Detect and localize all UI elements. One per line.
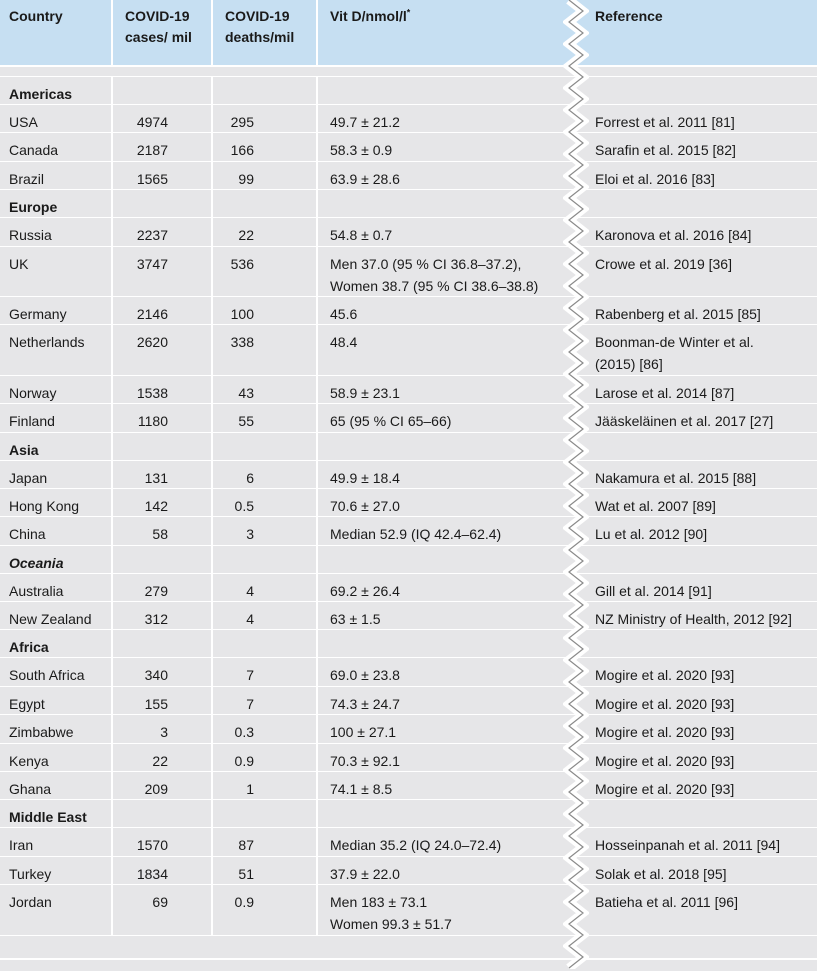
deaths-cell: 295: [213, 105, 318, 132]
cases-cell: 279: [113, 574, 213, 601]
deaths-cell: 0.9: [213, 744, 318, 771]
table-row: [0, 602, 817, 630]
group-row: [0, 630, 817, 658]
group-row: [0, 77, 817, 105]
column-break-zigzag: [563, 0, 589, 969]
header-deaths: COVID-19 deaths/mil: [213, 0, 318, 65]
deaths-cell: 536: [213, 247, 318, 296]
group-row: [0, 433, 817, 461]
country-cell: South Africa: [0, 658, 113, 685]
cases-cell: 2146: [113, 297, 213, 324]
vitd-line: 69.0 ± 23.8: [330, 667, 400, 684]
country-cell: USA: [0, 105, 113, 132]
country-cell: Canada: [0, 133, 113, 160]
cases-cell: 2187: [113, 133, 213, 160]
vitd-line: 100 ± 27.1: [330, 724, 397, 741]
table-row: [0, 297, 817, 325]
header-country: Country: [0, 0, 113, 65]
vitd-cell: [318, 218, 570, 245]
table-row: [0, 687, 817, 715]
empty-cell: [318, 546, 570, 573]
vitd-cell: [318, 772, 570, 799]
deaths-cell: 51: [213, 857, 318, 884]
reference-line: Gill et al. 2014 [91]: [595, 582, 712, 599]
header-vitd: Vit D/nmol/l*: [330, 7, 411, 24]
cases-cell: 312: [113, 602, 213, 629]
reference-line: Forrest et al. 2011 [81]: [595, 114, 735, 130]
country-cell: Finland: [0, 404, 113, 431]
table-row: [0, 105, 817, 133]
vitd-cell: [318, 574, 570, 601]
group-row: [0, 190, 817, 218]
deaths-cell: 7: [213, 658, 318, 685]
table-body: [0, 77, 817, 936]
cases-cell: 1180: [113, 404, 213, 431]
table-row: [0, 828, 817, 856]
empty-cell: [113, 433, 213, 460]
vitd-line: Men 183 ± 73.1: [330, 894, 428, 911]
vitd-cell: [318, 162, 570, 189]
cases-cell: 131: [113, 461, 213, 488]
deaths-cell: 166: [213, 133, 318, 160]
vitd-line: 49.9 ± 18.4: [330, 469, 400, 486]
deaths-cell: 22: [213, 218, 318, 245]
table-row: [0, 772, 817, 800]
deaths-cell: 338: [213, 325, 318, 374]
reference-cell: [584, 461, 817, 488]
region-label: Europe: [0, 190, 113, 217]
reference-cell: [584, 133, 817, 160]
vitd-line: Median 35.2 (IQ 24.0–72.4): [330, 837, 502, 854]
reference-line: Sarafin et al. 2015 [82]: [595, 142, 736, 159]
country-cell: Brazil: [0, 162, 113, 189]
country-cell: Australia: [0, 574, 113, 601]
reference-cell: [584, 297, 817, 324]
reference-line: Crowe et al. 2019 [36]: [595, 255, 732, 272]
cases-cell: 340: [113, 658, 213, 685]
vitd-line: 63 ± 1.5: [330, 611, 381, 628]
table-row: [0, 574, 817, 602]
country-cell: New Zealand: [0, 602, 113, 629]
table-row: [0, 218, 817, 246]
country-cell: Russia: [0, 218, 113, 245]
deaths-cell: 4: [213, 602, 318, 629]
deaths-cell: 0.9: [213, 885, 318, 934]
vitd-cell: [318, 744, 570, 771]
vitd-cell: [318, 857, 570, 884]
empty-cell: [318, 190, 570, 217]
reference-cell: [584, 744, 817, 771]
vitd-cell: [318, 828, 570, 855]
cases-cell: 1570: [113, 828, 213, 855]
country-cell: Iran: [0, 828, 113, 855]
vitd-line: 45.6: [330, 305, 358, 322]
vitd-cell: [318, 133, 570, 160]
reference-cell: [584, 602, 817, 629]
reference-cell: [584, 687, 817, 714]
cases-cell: 142: [113, 489, 213, 516]
vitd-cell: [318, 602, 570, 629]
vitd-line: 48.4: [330, 334, 358, 351]
vitd-line: 70.3 ± 92.1: [330, 752, 400, 769]
header-cases: COVID-19 cases/ mil: [113, 0, 213, 65]
vitd-line: 74.1 ± 8.5: [330, 781, 393, 798]
country-cell: Egypt: [0, 687, 113, 714]
reference-cell: [584, 772, 817, 799]
deaths-cell: 100: [213, 297, 318, 324]
reference-line: Larose et al. 2014 [87]: [595, 384, 735, 401]
deaths-cell: 3: [213, 517, 318, 544]
table-row: [0, 247, 817, 297]
reference-line: Hosseinpanah et al. 2011 [94]: [595, 837, 780, 854]
deaths-cell: 1: [213, 772, 318, 799]
reference-line: Mogire et al. 2020 [93]: [595, 695, 735, 712]
reference-line: Rabenberg et al. 2015 [85]: [595, 305, 761, 322]
country-cell: Hong Kong: [0, 489, 113, 516]
empty-cell: [584, 546, 817, 573]
vitd-cell: [318, 687, 570, 714]
empty-cell: [584, 800, 817, 827]
reference-cell: [584, 376, 817, 403]
reference-cell: [584, 105, 817, 132]
reference-line: Karonova et al. 2016 [84]: [595, 227, 752, 244]
header-spacer: [0, 67, 817, 77]
vitd-cell: [318, 376, 570, 403]
country-cell: UK: [0, 247, 113, 296]
reference-cell: [584, 489, 817, 516]
cases-cell: 2237: [113, 218, 213, 245]
vitd-cell: [318, 658, 570, 685]
cases-cell: 1834: [113, 857, 213, 884]
vitd-cell: [318, 247, 570, 296]
country-cell: Ghana: [0, 772, 113, 799]
deaths-cell: 6: [213, 461, 318, 488]
cases-cell: 3747: [113, 247, 213, 296]
vitd-line: 65 (95 % CI 65–66): [330, 413, 452, 430]
empty-cell: [213, 190, 318, 217]
region-label: Americas: [0, 77, 113, 104]
cases-cell: 4974: [113, 105, 213, 132]
table-row: [0, 489, 817, 517]
reference-line: Mogire et al. 2020 [93]: [595, 752, 735, 769]
table-row: [0, 404, 817, 432]
cases-cell: 209: [113, 772, 213, 799]
reference-line: (2015) [86]: [595, 356, 663, 373]
vitd-cell: [318, 517, 570, 544]
reference-line: Jääskeläinen et al. 2017 [27]: [595, 413, 774, 430]
footnote-marker: *: [406, 7, 411, 18]
country-cell: Turkey: [0, 857, 113, 884]
empty-cell: [318, 433, 570, 460]
header-reference: Reference: [595, 8, 663, 24]
table-row: [0, 133, 817, 161]
vitd-cell: [318, 885, 570, 934]
reference-cell: [584, 404, 817, 431]
empty-cell: [113, 546, 213, 573]
vitd-cell: [318, 325, 570, 374]
table-row: [0, 325, 817, 375]
table-row: [0, 376, 817, 404]
table-bottom-edge: [0, 958, 817, 971]
reference-line: Mogire et al. 2020 [93]: [595, 667, 735, 684]
reference-cell: [584, 517, 817, 544]
vitd-line: 49.7 ± 21.2: [330, 114, 400, 130]
deaths-cell: 7: [213, 687, 318, 714]
empty-cell: [213, 433, 318, 460]
country-cell: China: [0, 517, 113, 544]
reference-line: Batieha et al. 2011 [96]: [595, 894, 738, 911]
reference-cell: [584, 857, 817, 884]
cases-cell: 1565: [113, 162, 213, 189]
table-row: [0, 744, 817, 772]
empty-cell: [113, 800, 213, 827]
vitd-line: 37.9 ± 22.0: [330, 865, 400, 882]
country-cell: Norway: [0, 376, 113, 403]
cases-cell: 3: [113, 715, 213, 742]
reference-cell: [584, 885, 817, 934]
country-cell: Zimbabwe: [0, 715, 113, 742]
empty-cell: [213, 630, 318, 657]
empty-cell: [318, 630, 570, 657]
country-cell: Japan: [0, 461, 113, 488]
vitd-line: Women 38.7 (95 % CI 38.6–38.8): [330, 277, 539, 294]
reference-line: Lu et al. 2012 [90]: [595, 526, 708, 543]
vitd-line: 54.8 ± 0.7: [330, 227, 393, 244]
empty-cell: [584, 630, 817, 657]
reference-line: Nakamura et al. 2015 [88]: [595, 469, 757, 486]
cases-cell: 1538: [113, 376, 213, 403]
empty-cell: [584, 433, 817, 460]
cases-cell: 2620: [113, 325, 213, 374]
reference-line: Wat et al. 2007 [89]: [595, 497, 716, 514]
reference-cell: [584, 218, 817, 245]
vitd-line: Men 37.0 (95 % CI 36.8–37.2),: [330, 255, 522, 272]
region-label: Africa: [0, 630, 113, 657]
cases-cell: 22: [113, 744, 213, 771]
deaths-cell: 55: [213, 404, 318, 431]
reference-line: Mogire et al. 2020 [93]: [595, 781, 735, 798]
vitd-cell: [318, 489, 570, 516]
empty-cell: [584, 190, 817, 217]
group-row: [0, 546, 817, 574]
reference-cell: [584, 715, 817, 742]
country-cell: Jordan: [0, 885, 113, 934]
cases-cell: 69: [113, 885, 213, 934]
reference-line: Solak et al. 2018 [95]: [595, 865, 727, 882]
vitd-line: 74.3 ± 24.7: [330, 695, 400, 712]
group-row: [0, 800, 817, 828]
reference-line: Eloi et al. 2016 [83]: [595, 170, 715, 187]
vitd-cell: [318, 404, 570, 431]
empty-cell: [113, 630, 213, 657]
country-cell: Netherlands: [0, 325, 113, 374]
reference-line: NZ Ministry of Health, 2012 [92]: [595, 611, 792, 628]
table-row: [0, 461, 817, 489]
vitd-line: 58.9 ± 23.1: [330, 384, 400, 401]
table-row: [0, 658, 817, 686]
vitd-line: 70.6 ± 27.0: [330, 497, 400, 514]
vitd-line: 69.2 ± 26.4: [330, 582, 400, 599]
region-label: Middle East: [0, 800, 113, 827]
region-label: Asia: [0, 433, 113, 460]
deaths-cell: 0.5: [213, 489, 318, 516]
empty-cell: [213, 800, 318, 827]
empty-cell: [213, 77, 318, 104]
reference-cell: [584, 247, 817, 296]
country-cell: Germany: [0, 297, 113, 324]
empty-cell: [113, 77, 213, 104]
vitd-cell: [318, 715, 570, 742]
vitd-cell: [318, 297, 570, 324]
table-row: [0, 162, 817, 190]
empty-cell: [318, 800, 570, 827]
vitd-cell: [318, 105, 570, 132]
reference-cell: [584, 828, 817, 855]
reference-cell: [584, 658, 817, 685]
table-row: [0, 517, 817, 545]
cases-cell: 58: [113, 517, 213, 544]
country-cell: Kenya: [0, 744, 113, 771]
empty-cell: [584, 77, 817, 104]
deaths-cell: 43: [213, 376, 318, 403]
deaths-cell: 99: [213, 162, 318, 189]
vitd-line: 58.3 ± 0.9: [330, 142, 393, 159]
empty-cell: [318, 77, 570, 104]
reference-line: Boonman-de Winter et al.: [595, 334, 754, 351]
deaths-cell: 0.3: [213, 715, 318, 742]
empty-cell: [113, 190, 213, 217]
reference-line: Mogire et al. 2020 [93]: [595, 724, 735, 741]
vitd-line: Women 99.3 ± 51.7: [330, 916, 452, 933]
table-header: [0, 0, 817, 67]
vitd-line: 63.9 ± 28.6: [330, 170, 400, 187]
empty-cell: [213, 546, 318, 573]
deaths-cell: 87: [213, 828, 318, 855]
region-label: Oceania: [0, 546, 113, 573]
table-row: [0, 857, 817, 885]
table-row: [0, 885, 817, 935]
vitd-cell: [318, 461, 570, 488]
reference-cell: [584, 325, 817, 374]
reference-cell: [584, 574, 817, 601]
deaths-cell: 4: [213, 574, 318, 601]
reference-cell: [584, 162, 817, 189]
cases-cell: 155: [113, 687, 213, 714]
vitd-line: Median 52.9 (IQ 42.4–62.4): [330, 526, 502, 543]
table-row: [0, 715, 817, 743]
